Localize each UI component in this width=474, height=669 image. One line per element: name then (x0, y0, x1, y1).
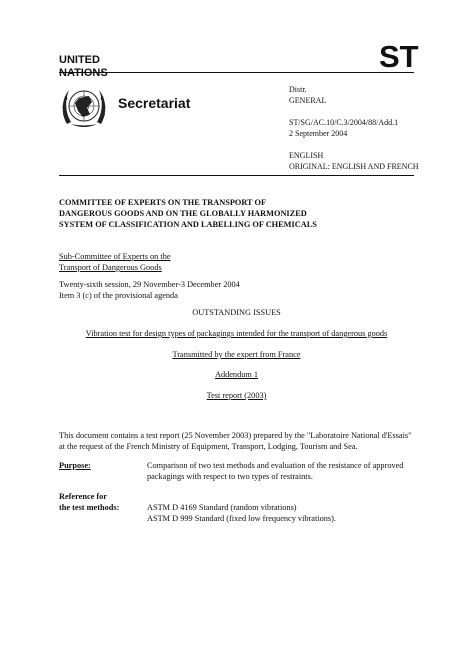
reference-label-line2: the test methods: (59, 503, 120, 512)
document-language: ENGLISH (289, 151, 324, 160)
document-date: 2 September 2004 (289, 129, 348, 138)
agenda-item: Item 3 (c) of the provisional agenda (59, 291, 178, 300)
un-emblem-icon (59, 84, 109, 132)
intro-paragraph: This document contains a test report (25 November 2003) prepared by the "Laboratoire National d'Essais" at the request of the French Ministry of Equipment, Transport, Lodging, Tourism and Sea. (59, 431, 412, 451)
transmitted-by: Transmitted by the expert from France (172, 350, 301, 359)
series-symbol: ST (379, 39, 419, 74)
subcommittee-line1: Sub-Committee of Experts on the (59, 252, 171, 261)
subcommittee-name (59, 251, 279, 273)
reference-label-line1: Reference for (59, 492, 107, 501)
document-symbol-block (289, 84, 419, 172)
distr-label: Distr. (289, 85, 307, 94)
header-divider (59, 72, 414, 73)
organization-name-line1: UNITED (59, 54, 100, 66)
committee-title: COMMITTEE OF EXPERTS ON THE TRANSPORT OF DANGEROUS GOODS AND ON THE GLOBALLY HARMONIZED SYSTEM OF CLASSIFICATION AND LABELLING OF CHEMICALS (59, 198, 317, 229)
section-heading: OUTSTANDING ISSUES (192, 308, 281, 317)
subcommittee-line2: Transport of Dangerous Goods (59, 263, 162, 272)
addendum-label: Addendum 1 (214, 370, 259, 379)
original-language: ORIGINAL: ENGLISH AND FRENCH (289, 162, 419, 171)
organization-name (59, 54, 108, 80)
reference-label (59, 491, 119, 513)
distribution: GENERAL (289, 96, 327, 105)
reference-methods-list (147, 502, 417, 524)
reference-method: ASTM D 4169 Standard (random vibrations) (147, 503, 297, 512)
purpose-label: Purpose: (59, 461, 91, 470)
session-info (59, 279, 359, 301)
organization-name-line2: NATIONS (59, 67, 108, 79)
reference-method: ASTM D 999 Standard (fixed low frequency vibrations). (147, 514, 336, 523)
document-symbol: ST/SG/AC.10/C.3/2004/88/Add.1 (289, 118, 399, 127)
purpose-text: Comparison of two test methods and evaluation of the resistance of approved packagings with respect to two types of restraints. (147, 461, 404, 481)
report-title: Test report (2003) (206, 391, 267, 400)
header-bottom-divider (59, 175, 414, 176)
session-line: Twenty-sixth session, 29 November-3 December 2004 (59, 280, 240, 289)
organ-name: Secretariat (118, 95, 191, 111)
document-subject: Vibration test for design types of packagings intended for the transport of dangerous goods (85, 329, 388, 338)
